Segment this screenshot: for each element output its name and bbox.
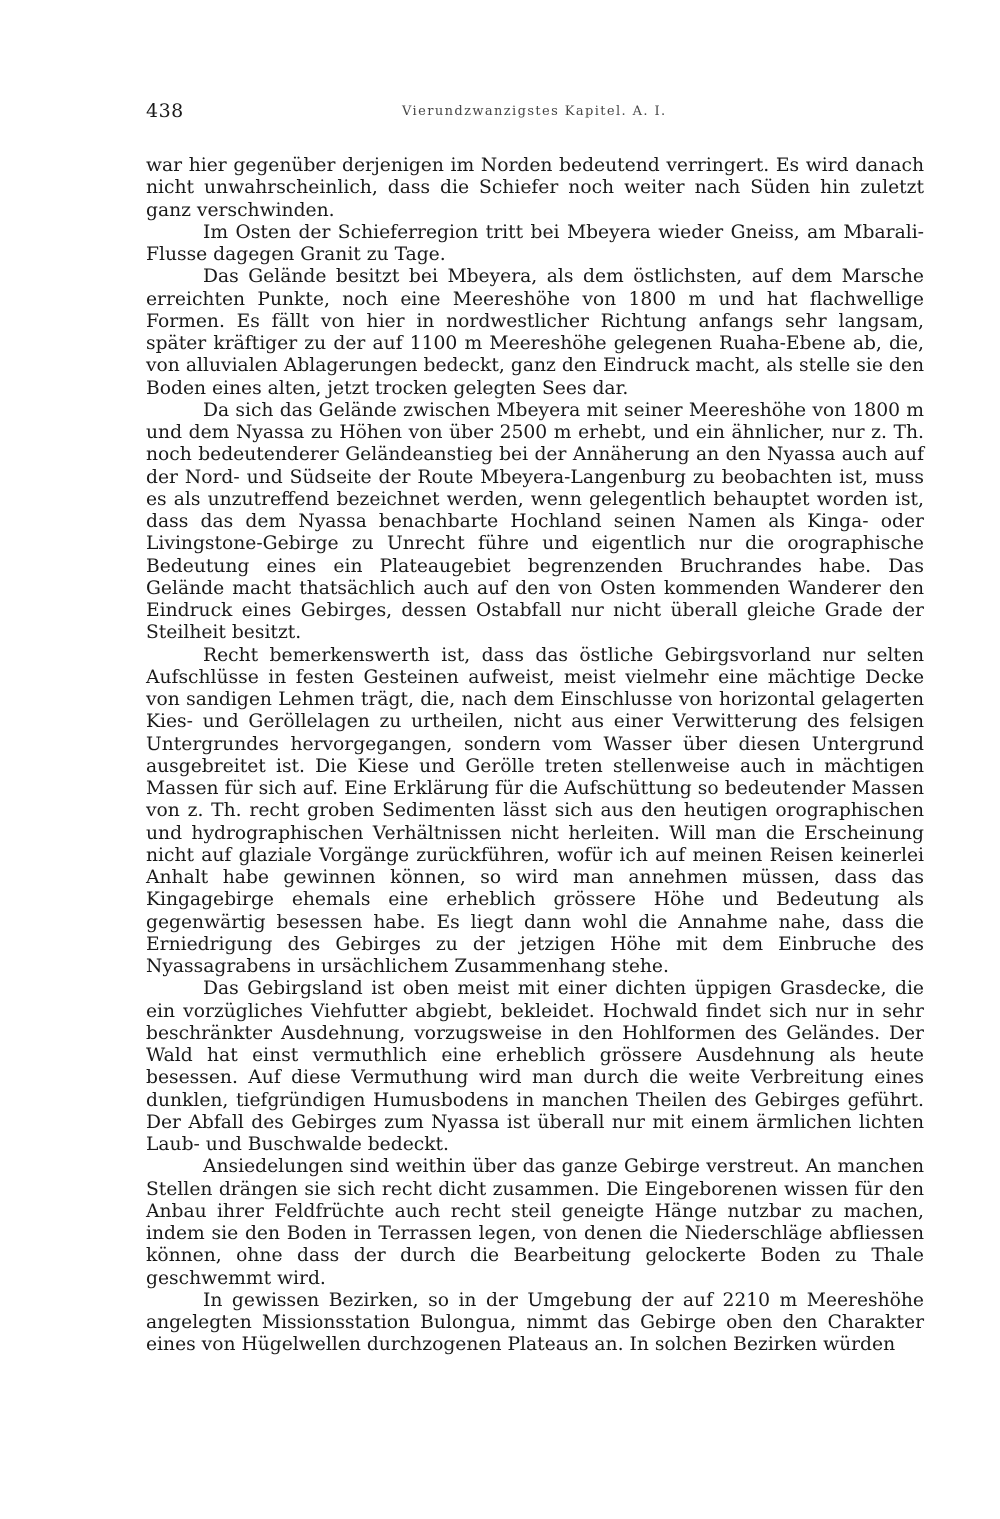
paragraph-7: Ansiedelungen sind weithin über das ganze Gebirge verstreut. An manchen Stellen drängen sie sich recht dicht zusammen. Die Eingeborenen wissen für den Anbau ihrer Feldfrüchte auch recht steil geneigte Hänge nutzbar zu machen, indem sie den Boden in Terrassen legen, von denen die Niederschläge abfliessen können, ohne dass der durch die Bearbeitung gelockerte Boden zu Thale geschwemmt wird. xyxy=(146,1156,924,1289)
running-head: Vierundzwanzigstes Kapitel. A. I. xyxy=(402,104,667,119)
paragraph-5: Recht bemerkenswerth ist, dass das östliche Gebirgsvorland nur selten Aufschlüsse in festen Gesteinen aufweist, meist vielmehr eine mächtige Decke von sandigen Lehmen trägt, die, nach dem Einschlusse von horizontal gelagerten Kies- und Geröllelagen zu urtheilen, nicht aus einer Verwitterung des felsigen Untergrundes hervorgegangen, sondern vom Wasser über diesen Untergrund ausgebreitet ist. Die Kiese und Gerölle treten stellenweise auch in mächtigen Massen für sich auf. Eine Erklärung für die Aufschüttung so bedeutender Massen von z. Th. recht groben Sedimenten lässt sich aus den heutigen orographischen und hydrographischen Verhältnissen nicht herleiten. Will man die Erscheinung nicht auf glaziale Vorgänge zurückführen, wofür ich auf meinen Reisen keinerlei Anhalt habe gewinnen können, so wird man annehmen müssen, dass das Kingagebirge ehemals eine erheblich grössere Höhe und Bedeutung als gegenwärtig besessen habe. Es liegt dann wohl die Annahme nahe, dass die Erniedrigung des Gebirges zu der jetzigen Höhe mit dem Einbruche des Nyassagrabens in ursächlichem Zusammenhang stehe. xyxy=(146,644,924,977)
paragraph-4: Da sich das Gelände zwischen Mbeyera mit seiner Meereshöhe von 1800 m und dem Nyassa zu Höhen von über 2500 m erhebt, und ein ähnlicher, nur z. Th. noch bedeutenderer Geländeanstieg bei der Annäherung an den Nyassa auch auf der Nord- und Südseite der Route Mbeyera-Langenburg zu beobachten ist, muss es als unzutreffend bezeichnet werden, wenn gelegentlich behauptet worden ist, dass das dem Nyassa benachbarte Hochland seinen Namen als Kinga- oder Livingstone-Gebirge zu Unrecht führe und eigentlich nur die orographische Bedeutung eines ein Plateaugebiet begrenzenden Bruchrandes habe. Das Gelände macht thatsächlich auch auf den von Osten kommenden Wanderer den Eindruck eines Gebirges, dessen Ostabfall nur nicht überall gleiche Grade der Steilheit besitzt. xyxy=(146,399,924,644)
paragraph-8: In gewissen Bezirken, so in der Umgebung der auf 2210 m Meereshöhe angelegten Missionsstation Bulongua, nimmt das Gebirge oben den Charakter eines von Hügelwellen durchzogenen Plateaus an. In solchen Bezirken würden xyxy=(146,1289,924,1356)
paragraph-1: war hier gegenüber derjenigen im Norden bedeutend verringert. Es wird danach nicht unwahrscheinlich, dass die Schiefer noch weiter nach Süden hin zuletzt ganz verschwinden. xyxy=(146,155,924,221)
page-number: 438 xyxy=(146,100,184,122)
page-header xyxy=(146,100,924,126)
body-text xyxy=(146,155,924,1357)
paragraph-3: Das Gelände besitzt bei Mbeyera, als dem östlichsten, auf dem Marsche erreichten Punkte, noch eine Meereshöhe von 1800 m und hat flachwellige Formen. Es fällt von hier in nordwestlicher Richtung anfangs sehr langsam, später kräftiger zu der auf 1100 m Meereshöhe gelegenen Ruaha-Ebene ab, die, von alluvialen Ablagerungen bedeckt, ganz den Eindruck macht, als stelle sie den Boden eines alten, jetzt trocken gelegten Sees dar. xyxy=(146,266,924,399)
paragraph-2: Im Osten der Schieferregion tritt bei Mbeyera wieder Gneiss, am Mbarali-Flusse dagegen Granit zu Tage. xyxy=(146,221,924,265)
paragraph-6: Das Gebirgsland ist oben meist mit einer dichten üppigen Grasdecke, die ein vorzügliches Viehfutter abgiebt, bekleidet. Hochwald findet sich nur in sehr beschränkter Ausdehnung, vorzugsweise in den Hohlformen des Geländes. Der Wald hat einst vermuthlich eine erheblich grössere Ausdehnung als heute besessen. Auf diese Vermuthung wird man durch die weite Verbreitung eines dunklen, tiefgründigen Humusbodens in manchen Theilen des Gebirges geführt. Der Abfall des Gebirges zum Nyassa ist überall nur mit einem ärmlichen lichten Laub- und Buschwalde bedeckt. xyxy=(146,978,924,1155)
